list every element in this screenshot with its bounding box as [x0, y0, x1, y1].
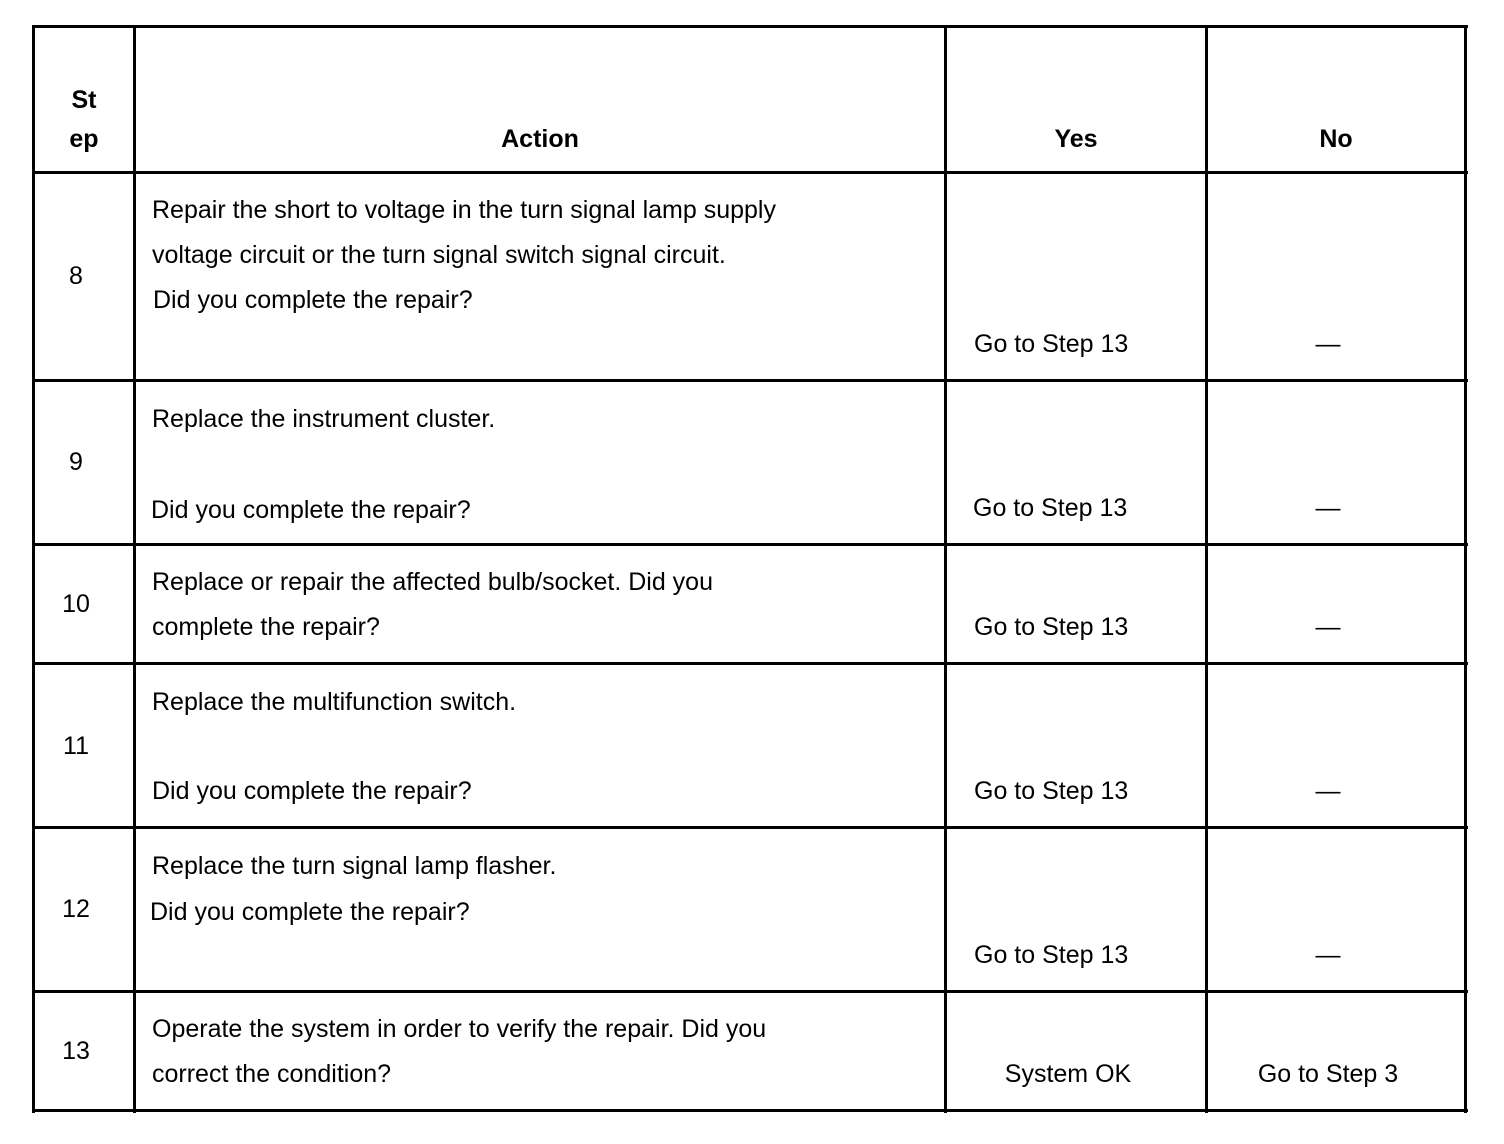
step-number: 8 — [69, 262, 83, 290]
step-number: 12 — [62, 895, 90, 923]
table-divider — [32, 990, 1468, 993]
action-line: complete the repair? — [152, 613, 380, 641]
yes-result: Go to Step 13 — [974, 613, 1129, 641]
no-result: — — [1315, 777, 1341, 805]
step-number: 11 — [63, 732, 89, 760]
action-line: Replace the instrument cluster. — [152, 405, 496, 433]
action-line: Replace or repair the affected bulb/socket. Did you — [152, 568, 713, 596]
no-result: — — [1315, 494, 1341, 522]
action-line: Did you complete the repair? — [152, 777, 472, 805]
yes-result: Go to Step 13 — [974, 941, 1129, 969]
table-divider — [32, 379, 1468, 382]
step-number: 10 — [62, 590, 90, 618]
yes-result: System OK — [1004, 1060, 1132, 1088]
table-border-right — [1464, 25, 1467, 1113]
column-divider — [944, 25, 947, 1113]
diagnostic-table — [32, 25, 1468, 1113]
header-step-line1: St — [71, 86, 97, 114]
table-divider — [32, 171, 1468, 174]
yes-result: Go to Step 13 — [973, 494, 1128, 522]
action-line: Replace the multifunction switch. — [152, 688, 517, 716]
header-step-line2: ep — [69, 125, 99, 153]
no-result: — — [1315, 330, 1341, 358]
action-line: Did you complete the repair? — [150, 898, 470, 926]
table-border-top — [32, 25, 1468, 28]
no-result: — — [1315, 613, 1341, 641]
no-result: — — [1315, 941, 1341, 969]
table-divider — [32, 543, 1468, 546]
action-line: correct the condition? — [152, 1060, 392, 1088]
table-divider — [32, 826, 1468, 829]
step-number: 13 — [62, 1037, 90, 1065]
action-line: Repair the short to voltage in the turn signal lamp supply — [152, 196, 776, 224]
table-border-bottom — [32, 1109, 1468, 1112]
header-step — [35, 81, 133, 159]
action-line: Did you complete the repair? — [153, 286, 473, 314]
table-divider — [32, 662, 1468, 665]
no-result: Go to Step 3 — [1257, 1060, 1399, 1088]
header-no: No — [1319, 125, 1353, 153]
column-divider — [133, 25, 136, 1113]
step-number: 9 — [69, 448, 83, 476]
header-action: Action — [501, 125, 579, 153]
action-line: Operate the system in order to verify the repair. Did you — [152, 1015, 767, 1043]
action-line: Did you complete the repair? — [151, 496, 471, 524]
table-border-left — [32, 25, 35, 1113]
action-line: voltage circuit or the turn signal switch signal circuit. — [152, 241, 726, 269]
action-line: Replace the turn signal lamp flasher. — [152, 852, 557, 880]
header-yes: Yes — [1054, 125, 1098, 153]
yes-result: Go to Step 13 — [974, 330, 1129, 358]
yes-result: Go to Step 13 — [974, 777, 1129, 805]
